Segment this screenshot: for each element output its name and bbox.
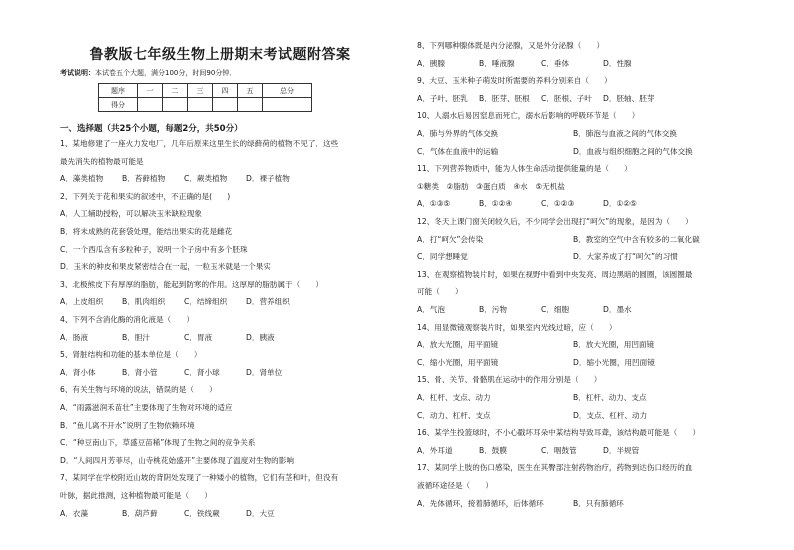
answer-option[interactable]: D．营养组织 xyxy=(246,297,290,307)
score-cell[interactable] xyxy=(238,98,263,112)
answer-options-row xyxy=(417,411,729,421)
answer-option[interactable]: B．胚芽、胚根 xyxy=(479,93,530,103)
answer-options-row xyxy=(417,147,729,157)
answer-option[interactable]: B．杠杆、动力、支点 xyxy=(573,393,647,402)
answer-option[interactable]: D．缩小光圈，用凹面镜 xyxy=(573,357,655,367)
answer-options-row xyxy=(417,199,665,209)
answer-option[interactable]: B．胆汁 xyxy=(122,332,150,342)
answer-options-row xyxy=(417,129,729,139)
question-stem: 1、某地修建了一座火力发电厂，几年后原来这里生长的绿藓荷的植物不见了．这些 xyxy=(60,139,339,148)
answer-options-row xyxy=(417,340,729,350)
answer-option[interactable]: C．铁线蕨 xyxy=(184,508,220,518)
notice-text: 本试卷五个大题，满分100分，时间90分钟． xyxy=(95,69,237,77)
question-stem: 9、大豆、玉米种子萌发时所需要的养料分别来自（ ） xyxy=(417,76,612,86)
answer-options-row xyxy=(60,368,308,378)
answer-option[interactable]: C．气体在血液中的运输 xyxy=(417,146,499,156)
question-stem: 10、人溺水后易因窒息而死亡，溺水后影响的呼吸环节是（ ） xyxy=(417,111,640,121)
answer-options-row xyxy=(417,499,729,509)
answer-options-row xyxy=(417,358,729,368)
answer-option[interactable]: A．气泡 xyxy=(417,305,445,314)
score-header-cell: 题序 xyxy=(99,84,138,98)
question-stem: 液循环途径是（ ） xyxy=(417,481,493,490)
answer-option[interactable]: B．葫芦藓 xyxy=(122,508,158,518)
question-stem: 15、骨、关节、骨骼肌在运动中的作用分别是（ ） xyxy=(417,375,602,385)
answer-option[interactable]: A．肺与外界的气体交换 xyxy=(417,129,499,138)
answer-option[interactable]: D．“人间四月芳菲尽，山寺桃花始盛开”主要体现了温度对生物的影响 xyxy=(60,455,294,465)
answer-options-row xyxy=(417,305,665,315)
answer-option[interactable]: C．胚根、子叶 xyxy=(541,93,592,103)
answer-option[interactable]: A．先体循环，接着肺循环，后体循环 xyxy=(417,498,544,508)
score-header-cell: 总分 xyxy=(263,84,312,98)
answer-option[interactable]: D．性腺 xyxy=(603,58,632,68)
answer-option[interactable]: B．鼓膜 xyxy=(479,445,507,455)
answer-option[interactable]: B．污物 xyxy=(479,305,507,314)
answer-option[interactable]: C．垂体 xyxy=(541,58,570,68)
answer-option[interactable]: A．肾小体 xyxy=(60,367,96,377)
answer-option[interactable]: A．衣藻 xyxy=(60,508,88,518)
answer-option[interactable]: C．一个西瓜含有多粒种子，说明一个子房中有多个胚珠 xyxy=(60,244,248,254)
page-title: 鲁教版七年级生物上册期末考试题附答案 xyxy=(89,47,351,63)
answer-option[interactable]: D．裸子植物 xyxy=(246,174,290,184)
score-cell[interactable] xyxy=(188,98,213,112)
score-row xyxy=(99,98,312,112)
answer-option[interactable]: B．将未成熟的花套袋处理，能结出果实的花是雌花 xyxy=(60,227,233,236)
answer-option[interactable]: C．同学想睡觉 xyxy=(417,252,468,262)
answer-option[interactable]: C．动力、杠杆、支点 xyxy=(417,410,491,420)
answer-option[interactable]: D．①②⑤ xyxy=(603,199,637,209)
answer-option[interactable]: B．教室的空气中含有较多的二氧化碳 xyxy=(573,234,700,244)
answer-options-row xyxy=(60,297,308,307)
answer-option[interactable]: A．肠液 xyxy=(60,332,88,342)
answer-options-row xyxy=(417,59,665,69)
answer-option[interactable]: D．胰液 xyxy=(246,332,275,342)
question-stem: 可能（ ） xyxy=(417,287,463,297)
answer-option[interactable]: D．支点、杠杆、动力 xyxy=(573,410,648,420)
answer-option[interactable]: A．杠杆、支点、动力 xyxy=(417,393,491,402)
answer-option[interactable]: A．藻类植物 xyxy=(60,174,104,184)
answer-option[interactable]: B．①②④ xyxy=(479,199,513,209)
answer-option[interactable]: D．胚轴、胚芽 xyxy=(603,93,655,103)
answer-option[interactable]: C．咽鼓管 xyxy=(541,445,577,455)
answer-options-row xyxy=(60,509,308,519)
answer-option[interactable]: A．外耳道 xyxy=(417,445,453,455)
question-stem: 4、下列不含消化酶的消化液是（ ） xyxy=(60,315,194,324)
score-header-cell: 二 xyxy=(163,84,188,98)
answer-options-row xyxy=(60,333,308,343)
question-stem: 7、某同学在学校附近山坡的背阴处发现了一种矮小的植物，它们有茎和叶，但没有 xyxy=(60,473,339,483)
answer-option[interactable]: B．唾液腺 xyxy=(479,58,515,68)
answer-option[interactable]: A．子叶、胚乳 xyxy=(417,93,468,103)
answer-option[interactable]: D．半规管 xyxy=(603,445,640,455)
answer-option[interactable]: A．放大光圈，用平面镜 xyxy=(417,340,499,350)
score-table xyxy=(98,83,312,112)
score-header-row xyxy=(99,84,312,98)
answer-options-row xyxy=(417,393,729,403)
answer-option[interactable]: B．肌肉组织 xyxy=(122,297,166,307)
question-stem: 8、下列哪种腺体既是内分泌腺，又是外分泌腺（ ） xyxy=(417,41,605,50)
answer-option[interactable]: D．墨水 xyxy=(603,305,632,314)
score-header-cell: 一 xyxy=(138,84,163,98)
answer-option[interactable]: B．肾小管 xyxy=(122,367,158,377)
question-stem: 13、在观察植物装片时，如果在视野中看到中央发亮、周边黑暗的圆圈，该圆圈最 xyxy=(417,269,693,279)
score-header-cell: 五 xyxy=(238,84,263,98)
question-stem: 最先消失的植物最可能是 xyxy=(60,156,144,166)
exam-notice xyxy=(60,68,390,78)
answer-option[interactable]: D．肾单位 xyxy=(246,367,283,377)
answer-options-row xyxy=(60,174,308,184)
answer-option[interactable]: C．肾小球 xyxy=(184,367,220,377)
answer-option[interactable]: D．大豆 xyxy=(246,508,275,518)
score-header-cell: 四 xyxy=(213,84,238,98)
answer-option[interactable]: D．玉米的种皮和果皮紧密结合在一起，一粒玉米就是一个果实 xyxy=(60,262,271,272)
answer-option[interactable]: C．胃液 xyxy=(184,332,213,342)
answer-option[interactable]: B．只有肺循环 xyxy=(573,498,624,508)
answer-option[interactable]: D．血液与组织细胞之间的气体交换 xyxy=(573,146,693,156)
answer-option[interactable]: C．缩小光圈，用平面镜 xyxy=(417,357,499,367)
answer-options-row xyxy=(417,235,729,245)
section-heading: 一、选择题（共25个小题，每题2分，共50分） xyxy=(60,124,243,134)
question-stem: 3、北极熊皮下有厚厚的脂肪，能起到防寒的作用。这厚厚的脂肪属于（ ） xyxy=(60,279,324,289)
score-cell[interactable] xyxy=(138,98,163,112)
score-cell[interactable] xyxy=(163,98,188,112)
answer-options-row xyxy=(417,94,665,104)
answer-option[interactable]: C．细胞 xyxy=(541,305,570,314)
question-stem: 6、有关生物与环境的说法，错误的是（ ） xyxy=(60,385,217,395)
answer-option[interactable]: A．“雨露滋润禾苗壮”主要体现了生物对环境的适应 xyxy=(60,403,233,412)
answer-option[interactable]: B．肺泡与血液之间的气体交换 xyxy=(573,129,677,138)
score-row-label: 得分 xyxy=(99,98,138,112)
question-stem: 叶脉，据此推测，这种植物最可能是（ ） xyxy=(60,491,212,500)
answer-option[interactable]: A．胰腺 xyxy=(417,58,445,68)
question-stem: 16、某学生投篮球时，不小心戳坏耳朵中某结构导致耳聋，该结构最可能是（ ） xyxy=(417,428,701,438)
answer-option[interactable]: A．①③⑤ xyxy=(417,199,451,209)
answer-option[interactable]: A．人工辅助授粉，可以解决玉米缺粒现象 xyxy=(60,209,202,219)
answer-option[interactable]: B．放大光圈，用凹面镜 xyxy=(573,340,655,350)
question-stem: 14、用显微镜观察装片时，如果室内光线过暗，应（ ） xyxy=(417,322,617,332)
answer-option[interactable]: B．“鱼儿离不开水”说明了生物依赖环境 xyxy=(60,420,195,430)
answer-option[interactable]: B．苔藓植物 xyxy=(122,174,166,184)
answer-option[interactable]: C．蕨类植物 xyxy=(184,174,228,184)
answer-option[interactable]: C．“种豆南山下，草盛豆苗稀”体现了生物之间的竞争关系 xyxy=(60,438,256,448)
question-stem: 5、肾脏结构和功能的基本单位是（ ） xyxy=(60,350,202,360)
question-stem: ①糖类 ②脂肪 ③蛋白质 ④水 ⑤无机盐 xyxy=(417,181,565,191)
answer-option[interactable]: A．打“呵欠”会传染 xyxy=(417,234,484,244)
answer-option[interactable]: D．大家养成了打“呵欠”的习惯 xyxy=(573,252,678,262)
score-cell[interactable] xyxy=(213,98,238,112)
answer-options-row xyxy=(417,252,729,262)
question-stem: 12、冬天上课门窗关闭较久后，不少同学会出现打“呵欠”的现象，是因为（ ） xyxy=(417,217,693,226)
question-stem: 2、下列关于花和果实的叙述中，不正确的是( ) xyxy=(60,191,231,201)
notice-label: 考试说明： xyxy=(60,69,95,77)
question-stem: 11、下列营养物质中，能为人体生命活动提供能量的是（ ） xyxy=(417,164,632,174)
answer-option[interactable]: C．①②③ xyxy=(541,199,575,209)
answer-options-row xyxy=(417,446,665,456)
answer-option[interactable]: C．结缔组织 xyxy=(184,297,228,307)
score-cell[interactable] xyxy=(263,98,312,112)
question-stem: 17、某同学上肢的伤口感染，医生在其臀部注射药物治疗，药物到达伤口经历的血 xyxy=(417,463,693,473)
answer-option[interactable]: A．上皮组织 xyxy=(60,297,104,307)
score-header-cell: 三 xyxy=(188,84,213,98)
